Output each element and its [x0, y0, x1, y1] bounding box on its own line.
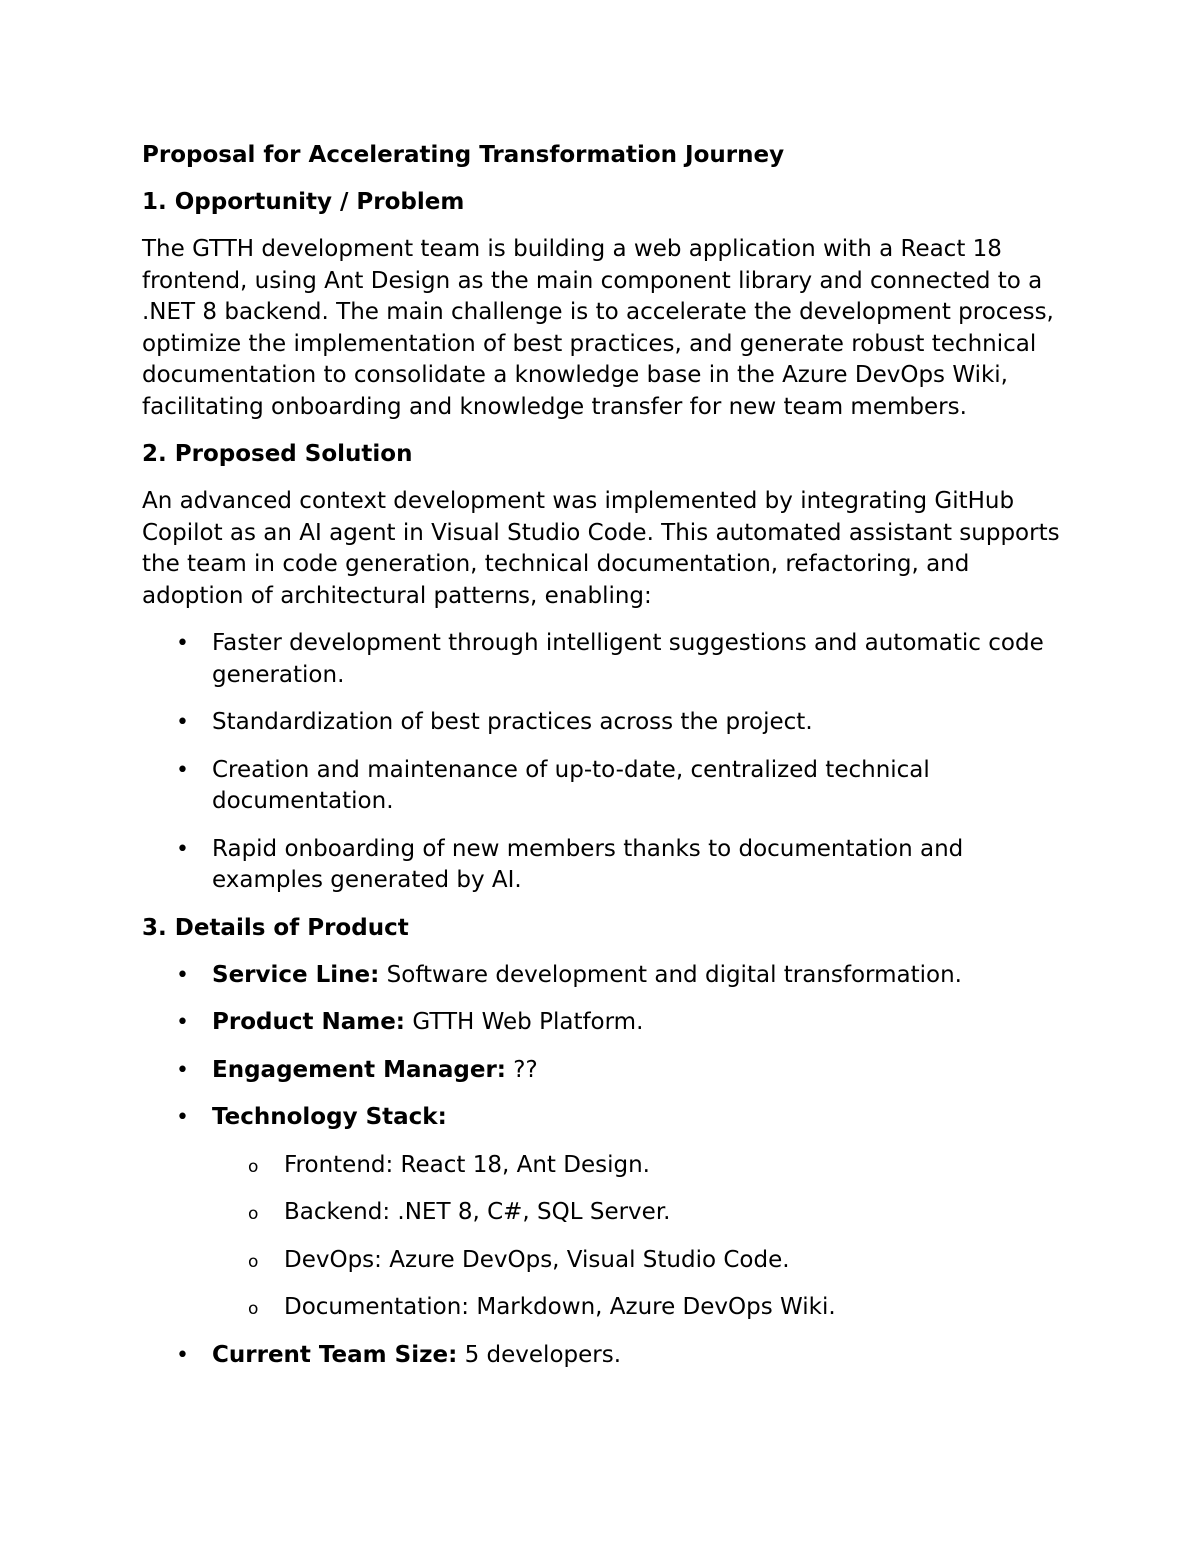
sub-list-item-text: Frontend: React 18, Ant Design.: [284, 1151, 650, 1178]
list-item-text: Rapid onboarding of new members thanks to documentation and examples generated by AI.: [212, 835, 964, 893]
engagement-manager-value: ??: [505, 1056, 538, 1083]
engagement-manager-label: Engagement Manager:: [212, 1056, 506, 1083]
sub-bullet-icon: o: [248, 1251, 259, 1272]
bullet-icon: •: [176, 1057, 189, 1083]
opportunity-paragraph: The GTTH development team is building a web application with a React 18 frontend, using Ant Design as the main component library and connected to a .NET 8 backend. The main challenge is to accelerate the development process, optimize the implementation of best practices, and generate robust technical documentation to consolidate a knowledge base in the Azure DevOps Wiki, facilitating onboarding and knowledge transfer for new team members.: [142, 236, 1054, 420]
sub-list-item-text: Documentation: Markdown, Azure DevOps Wiki.: [284, 1294, 836, 1320]
document-page: [142, 140, 1062, 1387]
sub-list-item: [212, 1150, 1062, 1182]
product-name-value: GTTH Web Platform.: [405, 1009, 644, 1035]
team-size-label: Current Team Size:: [212, 1341, 458, 1368]
sub-list-item: [212, 1197, 1062, 1229]
product-name-item: [142, 1007, 1062, 1039]
list-item-text: Standardization of best practices across the project.: [212, 709, 813, 735]
list-item: [142, 834, 1062, 897]
sub-list-item: [212, 1292, 1062, 1324]
service-line-label: Service Line:: [212, 961, 380, 988]
technology-stack-sublist: [212, 1150, 1062, 1324]
product-name-label: Product Name:: [212, 1009, 406, 1035]
bullet-icon: •: [176, 1010, 189, 1035]
team-size-value: 5 developers.: [457, 1341, 622, 1368]
technology-stack-item: [142, 1102, 1062, 1324]
section-heading-product-details: 3. Details of Product: [142, 914, 409, 941]
sub-list-item-text: DevOps: Azure DevOps, Visual Studio Code.: [284, 1246, 790, 1273]
bullet-icon: •: [176, 962, 189, 988]
list-item: [142, 628, 1062, 691]
solution-benefits-list: [142, 628, 1062, 897]
bullet-icon: •: [176, 757, 189, 783]
team-size-item: [142, 1340, 1062, 1372]
sub-list-item: [212, 1245, 1062, 1277]
sub-bullet-icon: o: [248, 1204, 259, 1224]
service-line-value: Software development and digital transformation.: [379, 961, 962, 988]
document-title: Proposal for Accelerating Transformation Journey: [142, 142, 785, 168]
section-heading-opportunity: 1. Opportunity / Problem: [142, 189, 465, 215]
technology-stack-label: Technology Stack:: [212, 1104, 447, 1130]
product-details-list: [142, 960, 1062, 1372]
list-item: [142, 707, 1062, 739]
engagement-manager-item: [142, 1055, 1062, 1087]
service-line-item: [142, 960, 1062, 992]
list-item-text: Faster development through intelligent suggestions and automatic code generation.: [212, 630, 1044, 688]
list-item: [142, 755, 1062, 818]
bullet-icon: •: [176, 1342, 189, 1368]
bullet-icon: •: [176, 710, 189, 735]
sub-bullet-icon: o: [248, 1156, 259, 1177]
bullet-icon: •: [176, 631, 189, 656]
section-heading-solution: 2. Proposed Solution: [142, 441, 413, 467]
solution-paragraph: An advanced context development was implemented by integrating GitHub Copilot as an AI agent in Visual Studio Code. This automated assistant supports the team in code generation, technical documentation, refactoring, and adoption of architectural patterns, enabling:: [142, 488, 1060, 609]
bullet-icon: •: [176, 836, 189, 862]
list-item-text: Creation and maintenance of up-to-date, centralized technical documentation.: [212, 756, 930, 814]
sub-bullet-icon: o: [248, 1299, 259, 1319]
sub-list-item-text: Backend: .NET 8, C#, SQL Server.: [284, 1199, 671, 1225]
bullet-icon: •: [176, 1105, 189, 1130]
